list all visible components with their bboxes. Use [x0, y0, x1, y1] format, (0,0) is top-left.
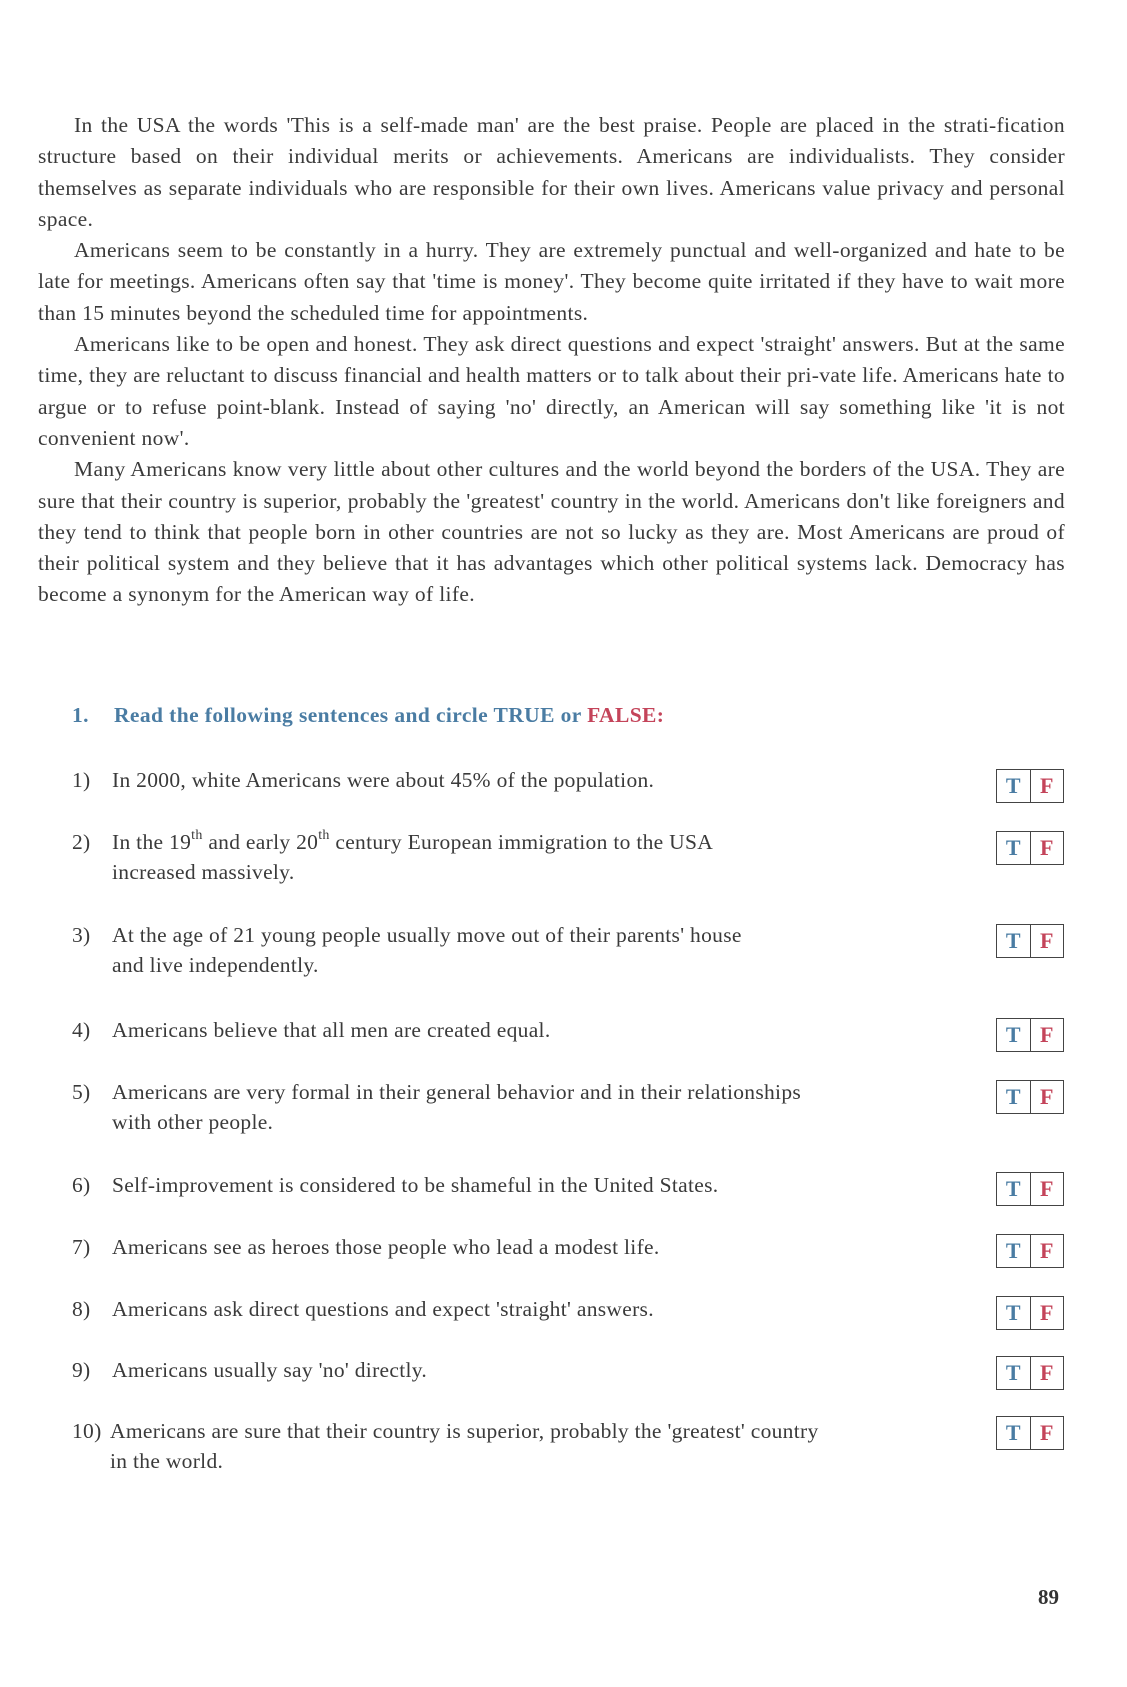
- statement-number: 10): [72, 1419, 102, 1443]
- false-option[interactable]: F: [1040, 1084, 1054, 1109]
- task-number: 1.: [72, 703, 89, 727]
- statement-text-part: In the 19: [112, 830, 192, 854]
- superscript: th: [318, 827, 330, 843]
- statement-number: 2): [72, 830, 91, 854]
- statement-text: [110, 1416, 930, 1476]
- heading-colon: :: [656, 703, 665, 727]
- false-option[interactable]: F: [1040, 928, 1054, 953]
- statement-text: [112, 1077, 932, 1137]
- statement-text-part: and early 20: [202, 830, 319, 854]
- task-heading-prefix: Read the following sentences and circle: [114, 703, 494, 727]
- statement-number: 1): [72, 768, 91, 792]
- true-false-box: [996, 831, 1064, 865]
- true-option[interactable]: T: [997, 1417, 1031, 1449]
- statement-text: Americans believe that all men are created equal.: [112, 1018, 551, 1042]
- reading-passage: [38, 110, 1065, 611]
- statement-text: In 2000, white Americans were about 45% of the population.: [112, 768, 655, 792]
- false-option[interactable]: F: [1040, 1420, 1054, 1445]
- true-option[interactable]: T: [997, 925, 1031, 957]
- statement-text: Americans usually say 'no' directly.: [112, 1358, 428, 1382]
- false-option[interactable]: F: [1040, 773, 1054, 798]
- true-option[interactable]: T: [997, 770, 1031, 802]
- statement-text: Americans see as heroes those people who lead a modest life.: [112, 1235, 660, 1259]
- false-option[interactable]: F: [1040, 1176, 1054, 1201]
- paragraph-4: Many Americans know very little about other cultures and the world beyond the borders of the USA. They are sure that their country is superior, probably the 'greatest' country in the world. Americans don't like foreigners and they tend to think that people born in other countries are not so lucky as they are. Most Americans are proud of their political system and they believe that it has advantages which other political systems lack. Democracy has become a synonym for the American way of life.: [38, 457, 1065, 607]
- statement-text-line2: with other people.: [112, 1110, 274, 1134]
- true-false-box: [996, 1080, 1064, 1114]
- true-word: TRUE: [493, 703, 555, 727]
- false-option[interactable]: F: [1040, 1300, 1054, 1325]
- true-false-box: [996, 1416, 1064, 1450]
- true-false-box: [996, 769, 1064, 803]
- paragraph-3: Americans like to be open and honest. They ask direct questions and expect 'straight' answers. But at the same time, they are reluctant to discuss financial and health matters or to talk about their pri-vate life. Americans hate to argue or to refuse point-blank. Instead of saying 'no' directly, an American will say something like 'it is not convenient now'.: [38, 332, 1065, 450]
- statement-text: [112, 920, 932, 980]
- statement-text: Self-improvement is considered to be shameful in the United States.: [112, 1173, 719, 1197]
- true-false-box: [996, 924, 1064, 958]
- statement-text-line1: At the age of 21 young people usually move out of their parents' house: [112, 923, 742, 947]
- false-option[interactable]: F: [1040, 1360, 1054, 1385]
- statement-text: Americans ask direct questions and expect 'straight' answers.: [112, 1297, 654, 1321]
- false-option[interactable]: F: [1040, 1238, 1054, 1263]
- superscript: th: [191, 827, 203, 843]
- statement-number: 6): [72, 1173, 91, 1197]
- statement-text-line2: and live independently.: [112, 953, 319, 977]
- paragraph-1: In the USA the words 'This is a self-made man' are the best praise. People are placed in the strati-fication structure based on their individual merits or achievements. Americans are individualists. They consider themselves as separate individuals who are responsible for their own lives. Americans value privacy and personal space.: [38, 113, 1065, 231]
- statement-text-line1: Americans are sure that their country is superior, probably the 'greatest' country: [110, 1419, 819, 1443]
- true-option[interactable]: T: [997, 1235, 1031, 1267]
- statement-number: 3): [72, 923, 91, 947]
- true-option[interactable]: T: [997, 832, 1031, 864]
- true-option[interactable]: T: [997, 1019, 1031, 1051]
- page-number: 89: [1038, 1585, 1059, 1609]
- statement-number: 4): [72, 1018, 91, 1042]
- statement-number: 9): [72, 1358, 91, 1382]
- statement-text-line2: increased massively.: [112, 860, 295, 884]
- statement-text-part: century European immigration to the USA: [329, 830, 714, 854]
- true-option[interactable]: T: [997, 1173, 1031, 1205]
- statement-number: 7): [72, 1235, 91, 1259]
- statement-text: [112, 827, 932, 887]
- true-option[interactable]: T: [997, 1357, 1031, 1389]
- false-option[interactable]: F: [1040, 835, 1054, 860]
- true-false-box: [996, 1296, 1064, 1330]
- true-false-box: [996, 1018, 1064, 1052]
- statement-number: 5): [72, 1080, 91, 1104]
- true-option[interactable]: T: [997, 1081, 1031, 1113]
- task-heading: [72, 703, 664, 728]
- statement-number: 8): [72, 1297, 91, 1321]
- statement-text-line1: Americans are very formal in their general behavior and in their relationships: [112, 1080, 802, 1104]
- true-option[interactable]: T: [997, 1297, 1031, 1329]
- statement-text-line2: in the world.: [110, 1449, 224, 1473]
- or-word: or: [554, 703, 588, 727]
- true-false-box: [996, 1234, 1064, 1268]
- false-word: FALSE: [587, 703, 657, 727]
- paragraph-2: Americans seem to be constantly in a hurry. They are extremely punctual and well-organized and hate to be late for meetings. Americans often say that 'time is money'. They become quite irritated if they have to wait more than 15 minutes beyond the scheduled time for appointments.: [38, 238, 1065, 325]
- false-option[interactable]: F: [1040, 1022, 1054, 1047]
- true-false-box: [996, 1172, 1064, 1206]
- true-false-box: [996, 1356, 1064, 1390]
